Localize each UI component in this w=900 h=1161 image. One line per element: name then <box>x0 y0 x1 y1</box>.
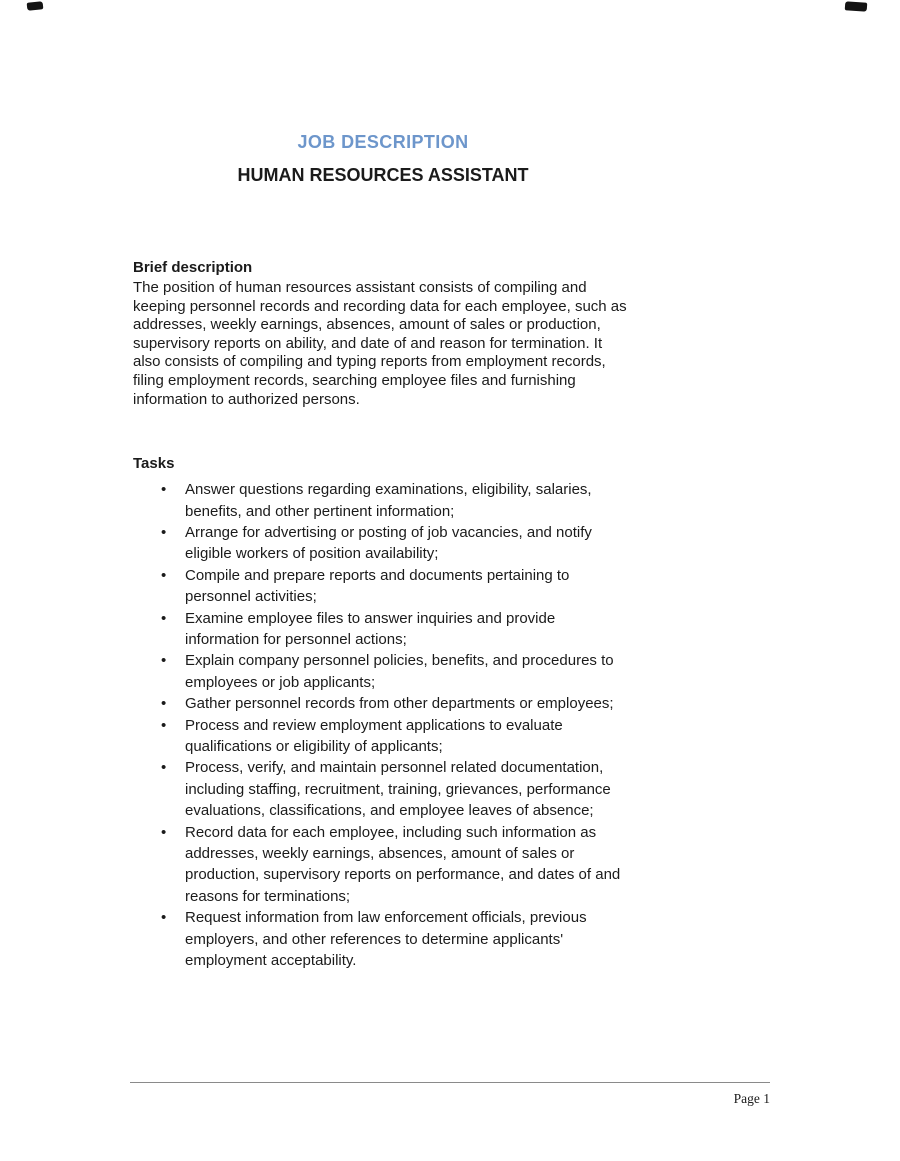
scan-artifact-top-left <box>27 1 44 11</box>
task-item: • Process and review employment applications to evaluate qualifications or eligibility of applicants; <box>133 715 633 758</box>
task-item: • Record data for each employee, including such information as addresses, weekly earnings, absences, amount of sales or production, supervisory reports on performance, and dates of and reasons for terminations; <box>133 822 633 908</box>
document-body <box>133 0 633 972</box>
scan-artifact-top-right <box>845 1 868 12</box>
document-subtitle: HUMAN RESOURCES ASSISTANT <box>237 165 529 185</box>
page-footer <box>130 1074 770 1107</box>
task-list <box>133 479 633 971</box>
document-title: JOB DESCRIPTION <box>297 132 469 152</box>
page-number: Page 1 <box>733 1091 770 1106</box>
footer-divider <box>130 1082 770 1083</box>
task-item: • Arrange for advertising or posting of job vacancies, and notify eligible workers of position availability; <box>133 522 633 565</box>
task-item: • Compile and prepare reports and documents pertaining to personnel activities; <box>133 565 633 608</box>
tasks-heading: Tasks <box>133 455 175 473</box>
task-item: • Gather personnel records from other departments or employees; <box>133 693 633 714</box>
task-item: • Answer questions regarding examinations, eligibility, salaries, benefits, and other pertinent information; <box>133 479 633 522</box>
brief-description-paragraph: The position of human resources assistant consists of compiling and keeping personnel records and recording data for each employee, such as addresses, weekly earnings, absences, amount of sales or production, supervisory reports on ability, and date of and reason for termination. It also consists of compiling and typing reports from employment records, filing employment records, searching employee files and furnishing information to authorized persons. <box>133 279 627 408</box>
task-item: • Examine employee files to answer inquiries and provide information for personnel actions; <box>133 608 633 651</box>
brief-description-heading: Brief description <box>133 259 253 276</box>
task-item: • Request information from law enforcement officials, previous employers, and other references to determine applicants' employment acceptability. <box>133 907 633 971</box>
task-item: • Process, verify, and maintain personnel related documentation, including staffing, recruitment, training, grievances, performance evaluations, classifications, and employee leaves of absence; <box>133 757 633 821</box>
task-item: • Explain company personnel policies, benefits, and procedures to employees or job applicants; <box>133 650 633 693</box>
